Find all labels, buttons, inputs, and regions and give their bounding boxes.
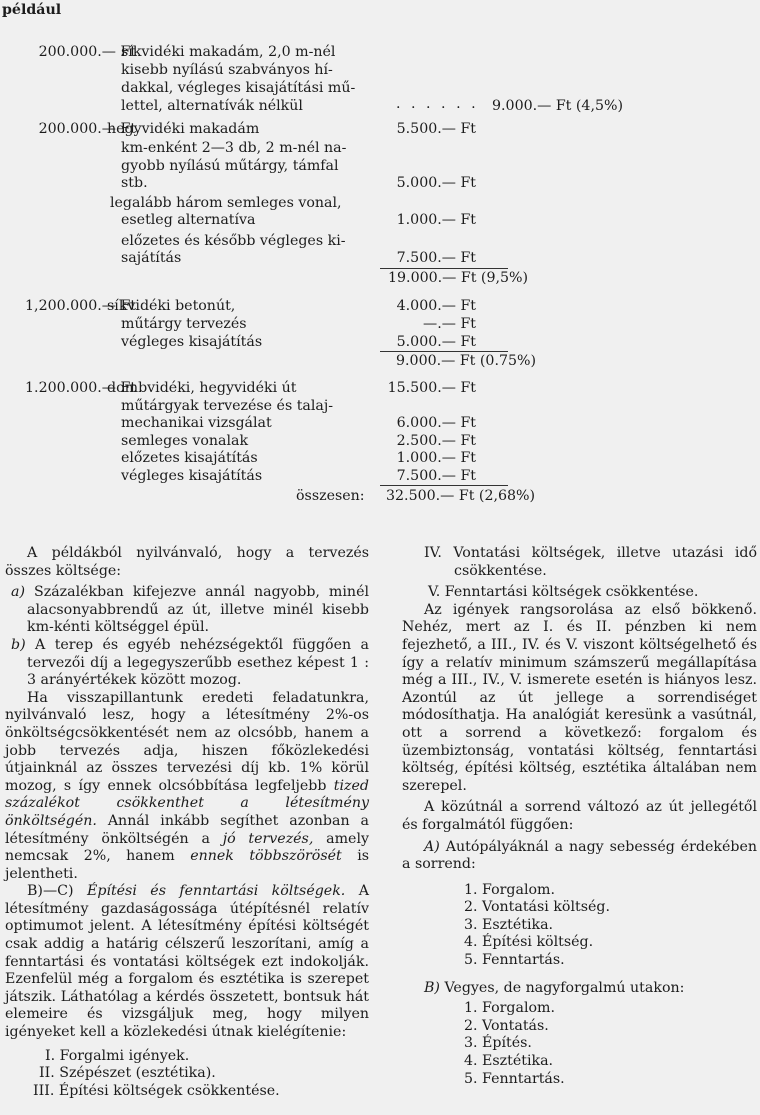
text-run: B)—C) <box>27 883 74 900</box>
point-b-label: B) <box>424 979 440 996</box>
list-item: V. Fenntartási költségek csökkentése. <box>428 584 699 601</box>
list-item: 5. Fenntartás. <box>464 952 565 969</box>
example-1-line: síkvidéki makadám, 2,0 m-nél <box>121 44 336 60</box>
point-a <box>402 839 757 874</box>
example-4-line: előzetes kisajátítás <box>121 450 258 466</box>
left-column <box>5 545 369 1100</box>
example-1-line: kisebb nyílású szabványos hí- <box>121 62 333 78</box>
list-item: 2. Vontatási költség. <box>464 899 610 916</box>
example-3-amount: 1,200.000.— Ft <box>25 298 136 314</box>
point-b-text: A terep és egyéb nehézségektől függően a tervezői díj a legegyszerűbb esethez képest 1 : 3 arányértékek között mozog. <box>27 636 369 689</box>
sum-underline <box>380 268 508 269</box>
example-4-value: 6.000.— Ft <box>396 415 476 431</box>
example-4-amount: 1.200.000.— Ft <box>25 380 136 396</box>
paragraph <box>5 883 369 1041</box>
example-4-value: 1.000.— Ft <box>396 450 476 466</box>
example-2-line: esetleg alternatíva <box>121 212 256 228</box>
section-heading: Építési és fenntartási költségek. <box>86 883 346 900</box>
example-4-value: 2.500.— Ft <box>396 433 476 449</box>
text-run: A létesítmény gazdaságossága útépítésnél relatív optimumot jelent. A létesítmény építési költségét csak addig a határig célszerű leszorítani, amíg a fenntartási és vontatási költségek ezt indokolják. Ezenfelül még a forgalom és esztétika is szerepet játszik. Láthatólag a kérdés összetett, bontsuk hát elemeire és vizsgáljuk meg, hogy milyen igényeket kell a közlekedési útnak kielégítenie: <box>5 883 369 1041</box>
example-1-amount: 200.000.— Ft <box>38 44 136 60</box>
intro-label: például <box>2 2 62 18</box>
example-4-total: 32.500.— Ft (2,68%) <box>386 488 536 504</box>
text-run: Annál inkább segíthet azonban a létesítmény önköltségén a <box>5 812 369 847</box>
example-2-value: 1.000.— Ft <box>396 212 476 228</box>
list-item: IV. Vontatási költségek, illetve utazási idő csökkentése. <box>424 545 757 579</box>
example-2-value: 5.500.— Ft <box>396 121 476 137</box>
paragraph: Az igények rangsorolása az első bökkenő. Nehéz, mert az I. és II. pénzben ki nem fejezhető, a III., IV. és V. viszont költségelhető és így a relatív minimum számszerű megállapítása még a III., IV., V. ismerete esetén is hiányos lesz. Azontúl az út jellege a sorrendiséget módosíthatja. Ha analógiát keresünk a vasútnál, ott a sorrend a következő: forgalom és üzembiztonság, vontatási költség, fenntartási költség, építési költség, esztétika általában nem szerepel. <box>402 601 757 794</box>
example-2-line: hegyvidéki makadám <box>107 121 260 137</box>
paragraph: A példákból nyilvánvaló, hogy a tervezés összes költsége: <box>5 545 369 579</box>
point-b-label: b) <box>11 636 26 653</box>
emphasis: tized százalékot csökkenthet a létesítmény önköltségén. <box>5 777 369 829</box>
point-a-text: Autópályáknál a nagy sebesség érdekében a sorrend: <box>402 838 758 873</box>
list-item: 5. Fenntartás. <box>464 1070 565 1087</box>
example-2-line: sajátítás <box>121 250 182 266</box>
example-2-value: 7.500.— Ft <box>396 250 476 266</box>
point-b <box>5 637 369 690</box>
example-4-line: végleges kisajátítás <box>121 468 263 484</box>
example-3-line: végleges kisajátítás <box>121 334 263 350</box>
list-item: 1. Forgalom. <box>464 881 556 898</box>
example-2-value: 5.000.— Ft <box>396 175 476 191</box>
example-3-line: műtárgy tervezés <box>121 316 247 332</box>
example-2-amount: 200.000.— Ft <box>38 121 136 137</box>
text-run: Ha visszapillantunk eredeti feladatunkra, nyilvánvaló lesz, hogy a létesítmény 2%-os önköltségcsökkentését nem az olcsóbb, hanem a jobb tervezés adja, hiszen főközlekedési útjainknál az összes tervezési díj kb. 1% körül mozog, s így ennek olcsóbbítása legfeljebb <box>5 689 369 794</box>
example-1-line: dakkal, végleges kisajátítási mű- <box>121 80 356 96</box>
example-1-total: 9.000.— Ft (4,5%) <box>492 98 623 114</box>
list-item: 4. Építési költség. <box>464 934 594 951</box>
example-4-line: mechanikai vizsgálat <box>121 415 272 431</box>
example-3-value: 4.000.— Ft <box>396 298 476 314</box>
text-run: amely nemcsak 2%, hanem <box>5 830 370 865</box>
point-a-label: A) <box>424 838 440 855</box>
example-1-line: lettel, alternatívák nélkül <box>121 98 303 114</box>
emphasis: jó tervezés, <box>222 830 314 847</box>
point-a <box>5 584 369 637</box>
example-3-line: síkvidéki betonút, <box>107 298 236 314</box>
example-4-value: 15.500.— Ft <box>387 380 476 396</box>
list-item: III. Építési költségek csökkentése. <box>33 1082 280 1099</box>
example-2-total: 19.000.— Ft (9,5%) <box>388 270 529 286</box>
text-run: is jelentheti. <box>5 848 370 882</box>
example-2-line: legalább három semleges vonal, <box>110 195 342 211</box>
example-4-line: műtárgyak tervezése és talaj- <box>121 398 334 414</box>
paragraph <box>5 690 369 884</box>
list-item: 4. Esztétika. <box>464 1053 554 1070</box>
example-3-value: —.— Ft <box>423 316 476 332</box>
example-2-line: előzetes és később végleges ki- <box>121 233 346 249</box>
example-2-line: km-enként 2—3 db, 2 m-nél na- <box>121 140 347 156</box>
point-a-label: a) <box>11 584 25 601</box>
point-b <box>402 980 757 998</box>
list-item: 3. Esztétika. <box>464 916 554 933</box>
example-3-total: 9.000.— Ft (0.75%) <box>396 353 537 369</box>
paragraph: A közútnál a sorrend változó az út jellegétől és forgalmától függően: <box>402 799 757 833</box>
example-2-line: gyobb nyílású műtárgy, támfal <box>121 158 339 174</box>
point-a-text: Százalékban kifejezve annál nagyobb, minél alacsonyabbrendű az út, illetve minél kisebb km-kénti költséggel épül. <box>27 584 369 636</box>
sum-underline <box>380 485 508 486</box>
total-label: összesen: <box>296 488 365 504</box>
example-1-dots: . . . . . . <box>396 96 479 112</box>
list-item: I. Forgalmi igények. <box>45 1047 190 1064</box>
right-column <box>402 545 757 1088</box>
example-4-value: 7.500.— Ft <box>396 468 476 484</box>
list-item: 3. Építés. <box>464 1035 532 1052</box>
emphasis: ennek többszörösét <box>190 848 342 865</box>
example-3-value: 5.000.— Ft <box>396 334 476 350</box>
sum-underline <box>380 351 508 352</box>
list-item: 1. Forgalom. <box>464 1000 556 1017</box>
example-2-line: stb. <box>121 175 148 191</box>
point-b-text: Vegyes, de nagyforgalmú utakon: <box>444 979 685 996</box>
list-item: 2. Vontatás. <box>464 1017 549 1034</box>
example-4-line: semleges vonalak <box>121 433 249 449</box>
example-4-line: dombvidéki, hegyvidéki út <box>107 380 297 396</box>
list-item: II. Szépészet (esztétika). <box>39 1065 216 1082</box>
